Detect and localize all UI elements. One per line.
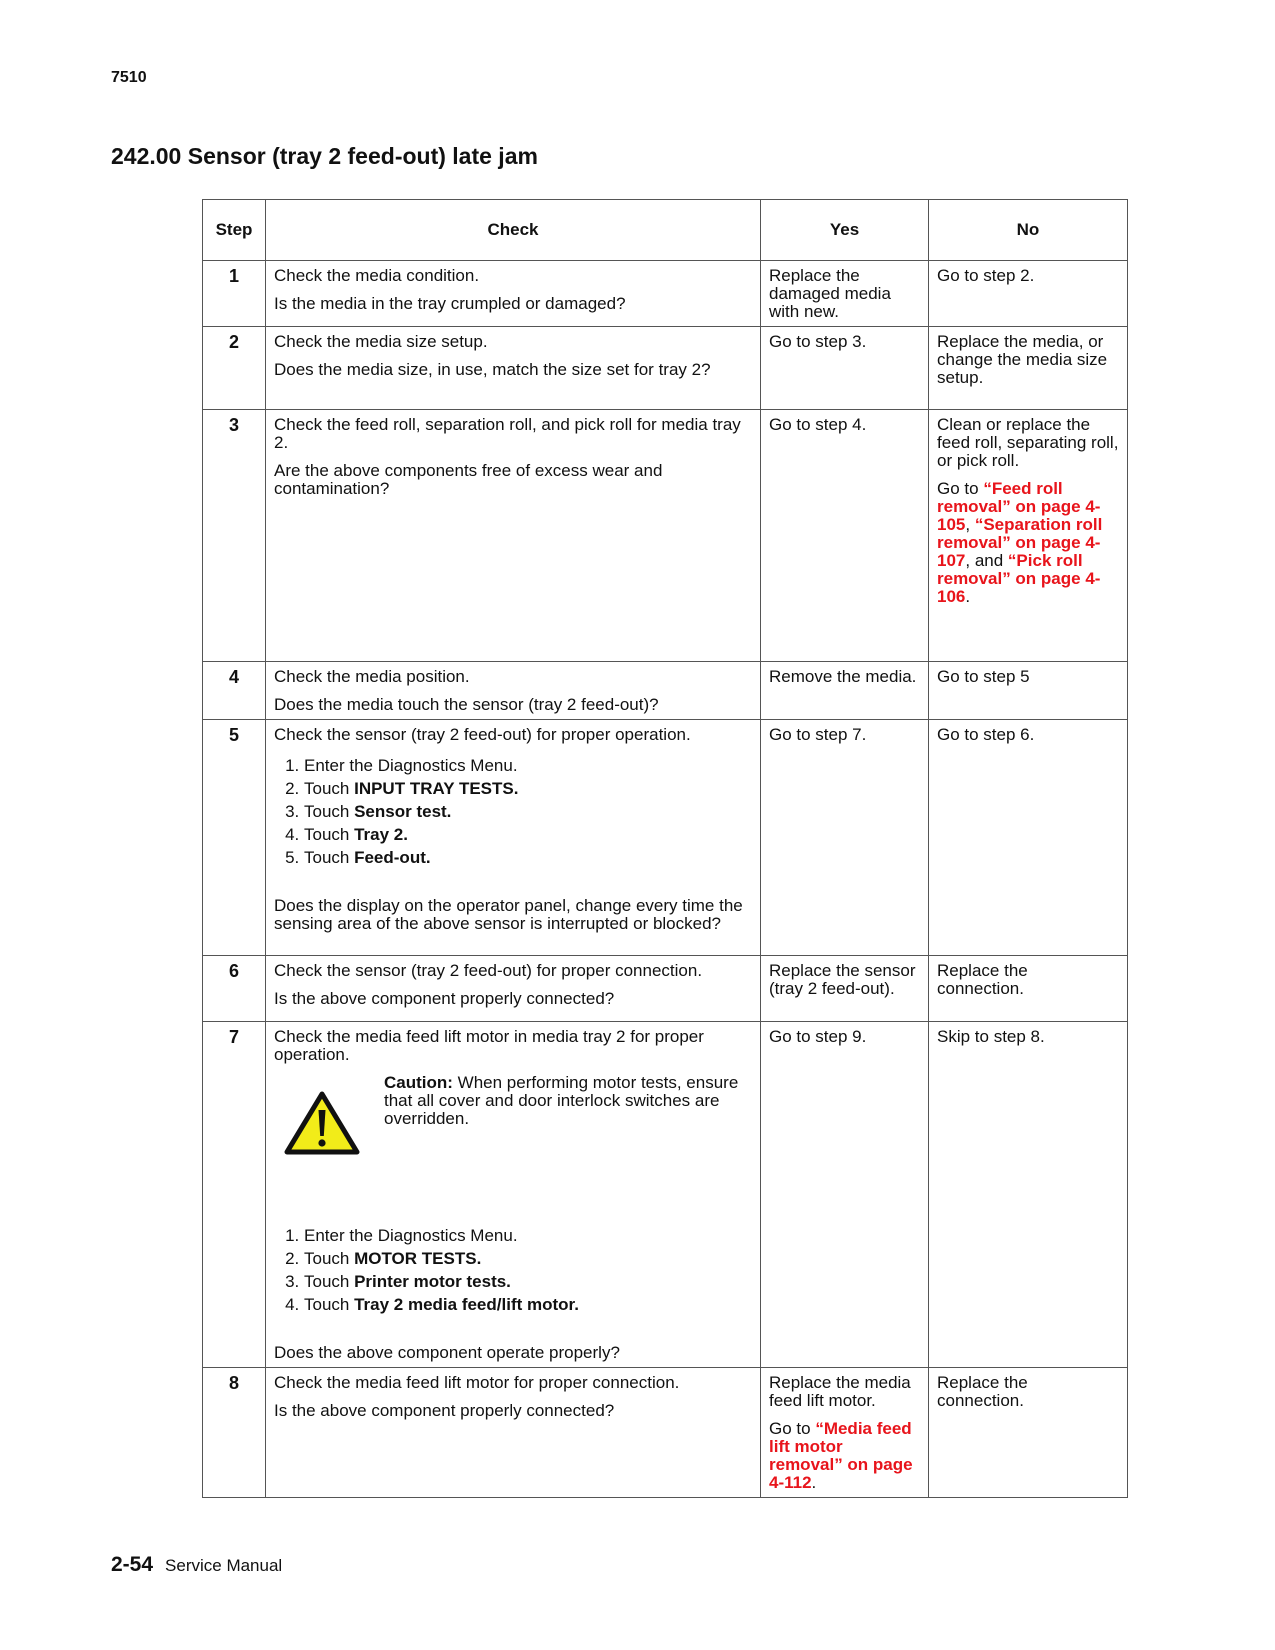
step-number: 5 xyxy=(203,720,266,956)
list-item: 4. Touch Tray 2. xyxy=(304,823,752,846)
no-cell: Replace the connection. xyxy=(929,1368,1128,1498)
table-row xyxy=(203,261,1128,327)
no-cell: Go to step 2. xyxy=(929,261,1128,327)
list-item: 1. Enter the Diagnostics Menu. xyxy=(304,754,752,777)
yes-reference xyxy=(769,1420,920,1492)
check-question: Does the display on the operator panel, change every time the sensing area of the above sensor is interrupted or blocked? xyxy=(274,896,743,933)
check-text: Check the feed roll, separation roll, and pick roll for media tray 2. xyxy=(274,415,741,452)
list-item: 4. Touch Tray 2 media feed/lift motor. xyxy=(304,1293,752,1316)
yes-cell: Replace the damaged media with new. xyxy=(761,261,929,327)
link-separation-roll-removal[interactable]: “Separation roll removal” on page 4-107 xyxy=(937,515,1103,570)
check-text: Check the media size setup. xyxy=(274,332,488,351)
no-cell: Go to step 5 xyxy=(929,662,1128,720)
caution-label: Caution: xyxy=(384,1073,453,1092)
check-cell xyxy=(266,327,761,410)
header-no: No xyxy=(929,200,1128,261)
list-item: 2. Touch MOTOR TESTS. xyxy=(304,1247,752,1270)
check-cell xyxy=(266,410,761,662)
check-text: Check the media condition. xyxy=(274,266,480,285)
yes-text: Replace the media feed lift motor. xyxy=(769,1373,911,1410)
page-number: 2-54 xyxy=(111,1553,154,1576)
troubleshooting-table xyxy=(202,199,1128,1498)
table-header-row xyxy=(203,200,1128,261)
header-step: Step xyxy=(203,200,266,261)
step-number: 6 xyxy=(203,956,266,1022)
step-number: 4 xyxy=(203,662,266,720)
separator: , and xyxy=(965,551,1008,570)
model-number: 7510 xyxy=(111,69,147,86)
table-row xyxy=(203,956,1128,1022)
check-cell xyxy=(266,261,761,327)
caution-block xyxy=(284,1074,752,1160)
list-item: 1. Enter the Diagnostics Menu. xyxy=(304,1224,752,1247)
no-text: Clean or replace the feed roll, separating roll, or pick roll. xyxy=(937,415,1119,470)
caution-warning-icon xyxy=(284,1074,384,1160)
check-question: Does the media size, in use, match the size set for tray 2? xyxy=(274,360,711,379)
check-question: Is the media in the tray crumpled or damaged? xyxy=(274,294,626,313)
check-cell xyxy=(266,1022,761,1368)
check-cell xyxy=(266,720,761,956)
caution-text: Caution: When performing motor tests, ensure that all cover and door interlock switches are overridden. xyxy=(384,1073,739,1128)
no-cell: Skip to step 8. xyxy=(929,1022,1128,1368)
no-cell xyxy=(929,410,1128,662)
period: . xyxy=(965,587,971,606)
yes-cell: Go to step 4. xyxy=(761,410,929,662)
page-title: 242.00 Sensor (tray 2 feed-out) late jam xyxy=(111,143,538,169)
header-yes: Yes xyxy=(761,200,929,261)
list-item: 5. Touch Feed-out. xyxy=(304,846,752,869)
list-item: 3. Touch Sensor test. xyxy=(304,800,752,823)
check-question: Is the above component properly connected? xyxy=(274,989,615,1008)
check-question: Is the above component properly connected? xyxy=(274,1401,615,1420)
yes-cell: Replace the sensor (tray 2 feed-out). xyxy=(761,956,929,1022)
check-cell xyxy=(266,662,761,720)
table-row xyxy=(203,1368,1128,1498)
table-row xyxy=(203,410,1128,662)
no-references xyxy=(937,480,1119,606)
yes-cell: Remove the media. xyxy=(761,662,929,720)
yes-cell: Go to step 3. xyxy=(761,327,929,410)
no-cell: Go to step 6. xyxy=(929,720,1128,956)
check-text: Check the media position. xyxy=(274,667,470,686)
check-text: Check the media feed lift motor in media tray 2 for proper operation. xyxy=(274,1027,704,1064)
separator: , xyxy=(965,515,975,534)
table-row xyxy=(203,662,1128,720)
check-question: Are the above components free of excess wear and contamination? xyxy=(274,461,663,498)
check-cell xyxy=(266,1368,761,1498)
link-feed-roll-removal[interactable]: “Feed roll removal” on page 4-105 xyxy=(937,479,1101,534)
list-item: 2. Touch INPUT TRAY TESTS. xyxy=(304,777,752,800)
step-number: 1 xyxy=(203,261,266,327)
table-row xyxy=(203,327,1128,410)
check-text: Check the sensor (tray 2 feed-out) for proper operation. xyxy=(274,725,691,744)
page-footer xyxy=(111,1553,282,1577)
step-number: 3 xyxy=(203,410,266,662)
link-media-feed-lift-motor-removal[interactable]: “Media feed lift motor removal” on page 4-112 xyxy=(769,1419,913,1492)
yes-cell: Go to step 7. xyxy=(761,720,929,956)
step-number: 8 xyxy=(203,1368,266,1498)
no-cell: Replace the media, or change the media size setup. xyxy=(929,327,1128,410)
procedure-list xyxy=(274,1224,752,1316)
goto-text: Go to xyxy=(937,479,984,498)
link-pick-roll-removal[interactable]: “Pick roll removal” on page 4-106 xyxy=(937,551,1101,606)
no-cell: Replace the connection. xyxy=(929,956,1128,1022)
table-row xyxy=(203,720,1128,956)
period: . xyxy=(811,1473,817,1492)
header-check: Check xyxy=(266,200,761,261)
list-item: 3. Touch Printer motor tests. xyxy=(304,1270,752,1293)
step-number: 2 xyxy=(203,327,266,410)
procedure-list xyxy=(274,754,752,869)
yes-cell: Go to step 9. xyxy=(761,1022,929,1368)
document-name: Service Manual xyxy=(165,1556,283,1575)
goto-text: Go to xyxy=(769,1419,816,1438)
yes-cell xyxy=(761,1368,929,1498)
check-text: Check the sensor (tray 2 feed-out) for proper connection. xyxy=(274,961,703,980)
table-row xyxy=(203,1022,1128,1368)
check-question: Does the media touch the sensor (tray 2 feed-out)? xyxy=(274,695,659,714)
step-number: 7 xyxy=(203,1022,266,1368)
check-cell xyxy=(266,956,761,1022)
check-text: Check the media feed lift motor for proper connection. xyxy=(274,1373,680,1392)
check-question: Does the above component operate properly? xyxy=(274,1343,620,1362)
